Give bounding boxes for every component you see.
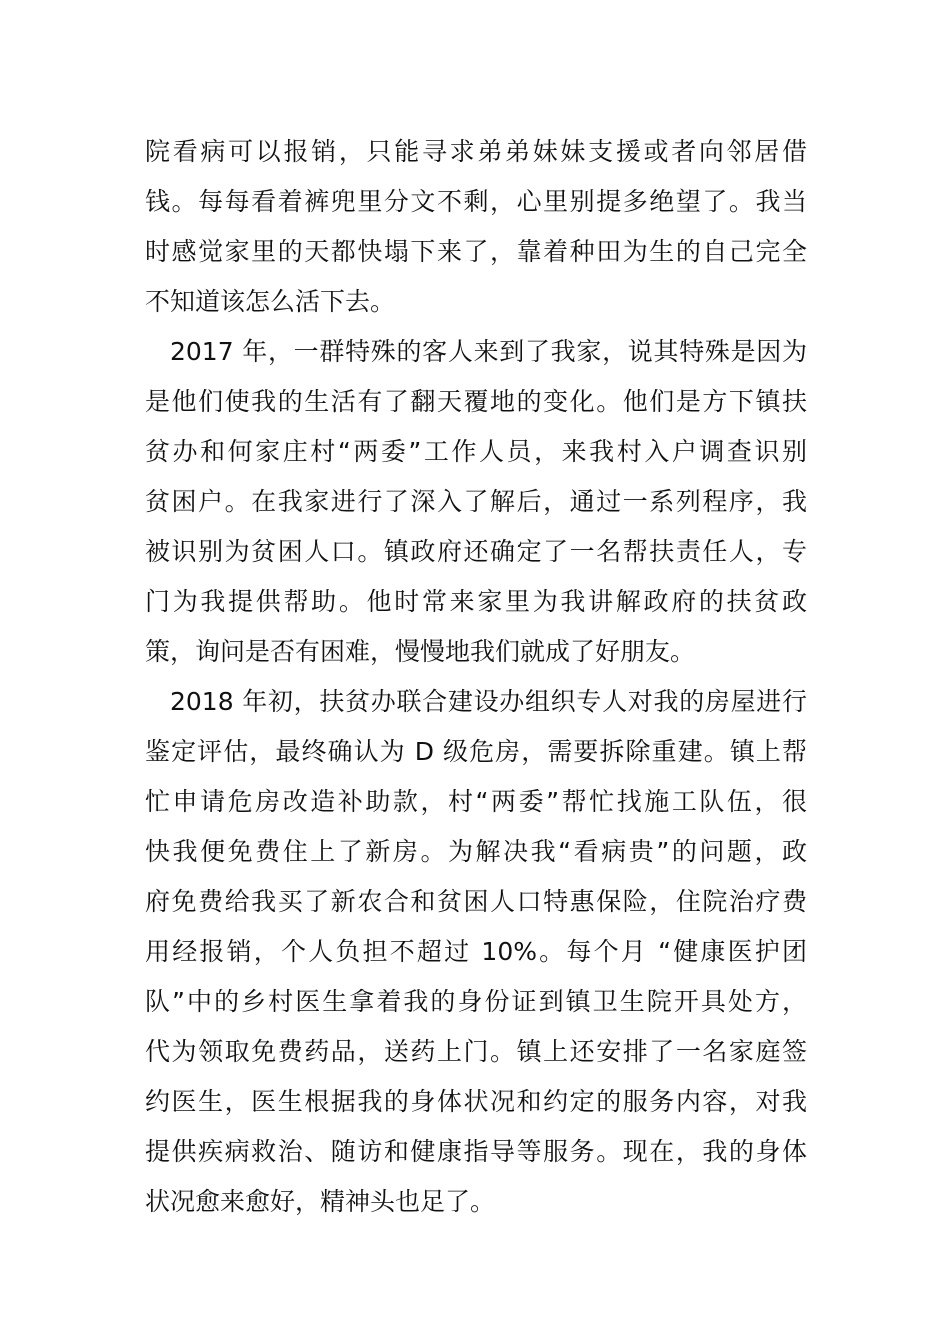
paragraph-3-line-1: 2018 年初，扶贫办联合建设办组织专人对我的房屋进行 bbox=[170, 687, 807, 716]
paragraph-3-line-10: 提供疾病救治、随访和健康指导等服务。现在，我的身体 bbox=[145, 1137, 807, 1166]
paragraph-1-line-2: 钱。每每看着裤兜里分文不剩，心里别提多绝望了。我当 bbox=[145, 187, 807, 216]
paragraph-1-line-3: 时感觉家里的天都快塌下来了，靠着种田为生的自己完全 bbox=[145, 237, 807, 266]
paragraph-2-line-5: 被识别为贫困人口。镇政府还确定了一名帮扶责任人，专 bbox=[145, 537, 807, 566]
paragraph-3-line-8: 代为领取免费药品，送药上门。镇上还安排了一名家庭签 bbox=[145, 1037, 807, 1066]
paragraph-2-line-3: 贫办和何家庄村“两委”工作人员，来我村入户调查识别 bbox=[145, 437, 807, 466]
paragraph-3-line-5: 府免费给我买了新农合和贫困人口特惠保险，住院治疗费 bbox=[145, 887, 807, 916]
paragraph-2-line-2: 是他们使我的生活有了翻天覆地的变化。他们是方下镇扶 bbox=[145, 387, 807, 416]
paragraph-3-line-9: 约医生，医生根据我的身体状况和约定的服务内容，对我 bbox=[145, 1087, 807, 1116]
paragraph-3-line-11: 状况愈来愈好，精神头也足了。 bbox=[145, 1187, 496, 1216]
paragraph-2-line-6: 门为我提供帮助。他时常来家里为我讲解政府的扶贫政 bbox=[145, 587, 807, 616]
paragraph-3-line-2: 鉴定评估，最终确认为 D 级危房，需要拆除重建。镇上帮 bbox=[145, 737, 807, 766]
paragraph-3-line-3: 忙申请危房改造补助款，村“两委”帮忙找施工队伍，很 bbox=[145, 787, 807, 816]
paragraph-2-line-7: 策，询问是否有困难，慢慢地我们就成了好朋友。 bbox=[145, 637, 696, 666]
paragraph-1-line-4: 不知道该怎么活下去。 bbox=[145, 287, 396, 316]
body-text bbox=[145, 127, 807, 1227]
paragraph-2-line-1: 2017 年，一群特殊的客人来到了我家，说其特殊是因为 bbox=[170, 337, 807, 366]
paragraph-3-line-4: 快我便免费住上了新房。为解决我“看病贵”的问题，政 bbox=[145, 837, 807, 866]
paragraph-2-line-4: 贫困户。在我家进行了深入了解后，通过一系列程序，我 bbox=[145, 487, 807, 516]
paragraph-1-line-1: 院看病可以报销，只能寻求弟弟妹妹支援或者向邻居借 bbox=[145, 137, 807, 166]
paragraph-3-line-7: 队”中的乡村医生拿着我的身份证到镇卫生院开具处方， bbox=[145, 987, 807, 1016]
paragraph-3-line-6: 用经报销，个人负担不超过 10%。每个月 “健康医护团 bbox=[145, 937, 807, 966]
